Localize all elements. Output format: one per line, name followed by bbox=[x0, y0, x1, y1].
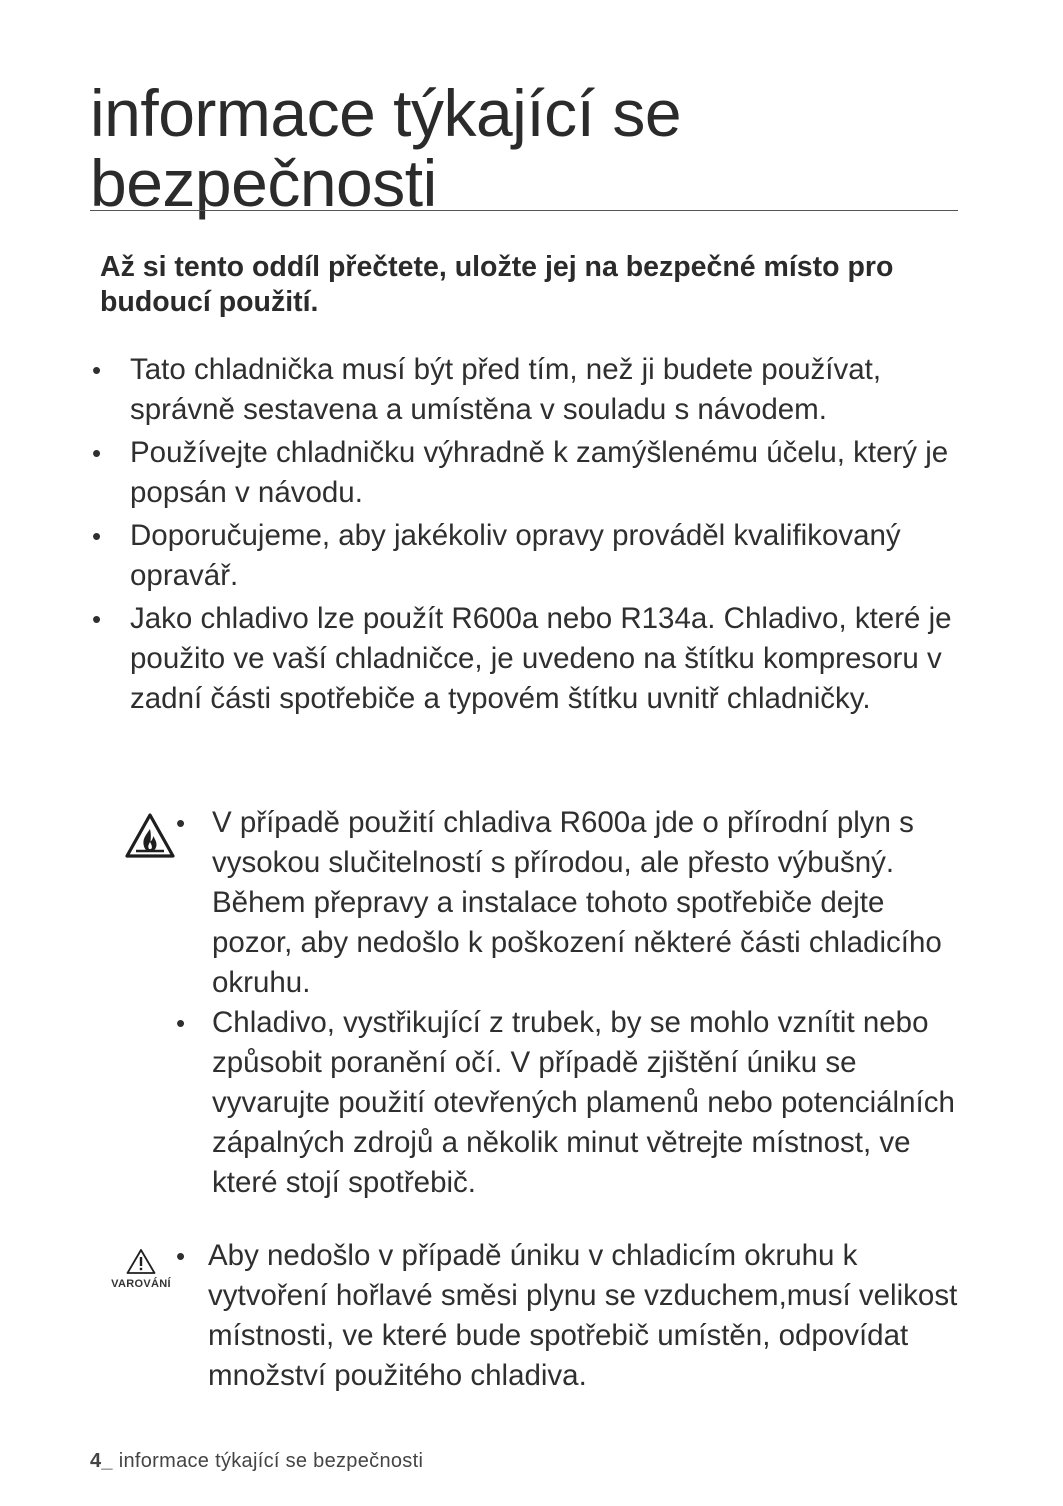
bullet: • bbox=[176, 808, 186, 838]
list-item-text: Používejte chladničku výhradně k zamýšlenému účelu, který je popsán v návodu. bbox=[130, 436, 949, 509]
list-item-text: Tato chladnička musí být před tím, než ji budete používat, správně sestavena a umístěna v souladu s návodem. bbox=[130, 353, 882, 426]
list-item-text: Jako chladivo lze použít R600a nebo R134a. Chladivo, které je použito ve vaší chladničce, je uvedeno na štítku kompresoru v zadní části spotřebiče a typovém štítku uvnitř chladničky. bbox=[130, 602, 952, 715]
bullet: • bbox=[176, 1241, 186, 1271]
intro-note: Až si tento oddíl přečtete, uložte jej na bezpečné místo pro budoucí použití. bbox=[100, 251, 894, 318]
list-item bbox=[176, 1003, 966, 1203]
warning-triangle-icon bbox=[126, 1248, 156, 1275]
list-item bbox=[92, 350, 972, 430]
bullet: • bbox=[92, 438, 102, 468]
list-item bbox=[92, 433, 972, 513]
page-title: informace týkající se bezpečnosti bbox=[90, 76, 682, 220]
flammable-warning-icon bbox=[124, 812, 176, 860]
flammable-refrigerant-list bbox=[176, 803, 966, 1203]
title-divider bbox=[90, 210, 958, 211]
warning-list bbox=[176, 1236, 966, 1396]
bullet: • bbox=[92, 355, 102, 385]
list-item-text: Aby nedošlo v případě úniku v chladicím okruhu k vytvoření hořlavé směsi plynu se vzduchem,musí velikost místnosti, ve které bude spotřebič umístěn, odpovídat množství použitého chladiva. bbox=[208, 1239, 958, 1392]
page-footer bbox=[90, 1450, 423, 1473]
warning-label: VAROVÁNÍ bbox=[111, 1278, 171, 1290]
bullet: • bbox=[92, 604, 102, 634]
list-item bbox=[92, 599, 972, 719]
footer-section-title: informace týkající se bezpečnosti bbox=[118, 1450, 424, 1472]
list-item bbox=[92, 516, 972, 596]
list-item bbox=[176, 803, 966, 1003]
list-item-text: Chladivo, vystřikující z trubek, by se mohlo vznítit nebo způsobit poranění očí. V případě zjištění úniku se vyvarujte použití otevřených plamenů nebo potenciálních zápalných zdrojů a několik minut větrejte místnost, ve které stojí spotřebič. bbox=[212, 1006, 955, 1199]
safety-list bbox=[92, 350, 972, 719]
list-item-text: V případě použití chladiva R600a jde o přírodní plyn s vysokou slučitelností s přírodou, ale přesto výbušný. Během přepravy a instalace tohoto spotřebiče dejte pozor, aby nedošlo k poškození některé části chladicího okruhu. bbox=[212, 806, 942, 999]
bullet: • bbox=[176, 1008, 186, 1038]
bullet: • bbox=[92, 521, 102, 551]
list-item bbox=[176, 1236, 966, 1396]
list-item-text: Doporučujeme, aby jakékoliv opravy prováděl kvalifikovaný opravář. bbox=[130, 519, 901, 592]
page-number: 4_ bbox=[90, 1450, 113, 1472]
